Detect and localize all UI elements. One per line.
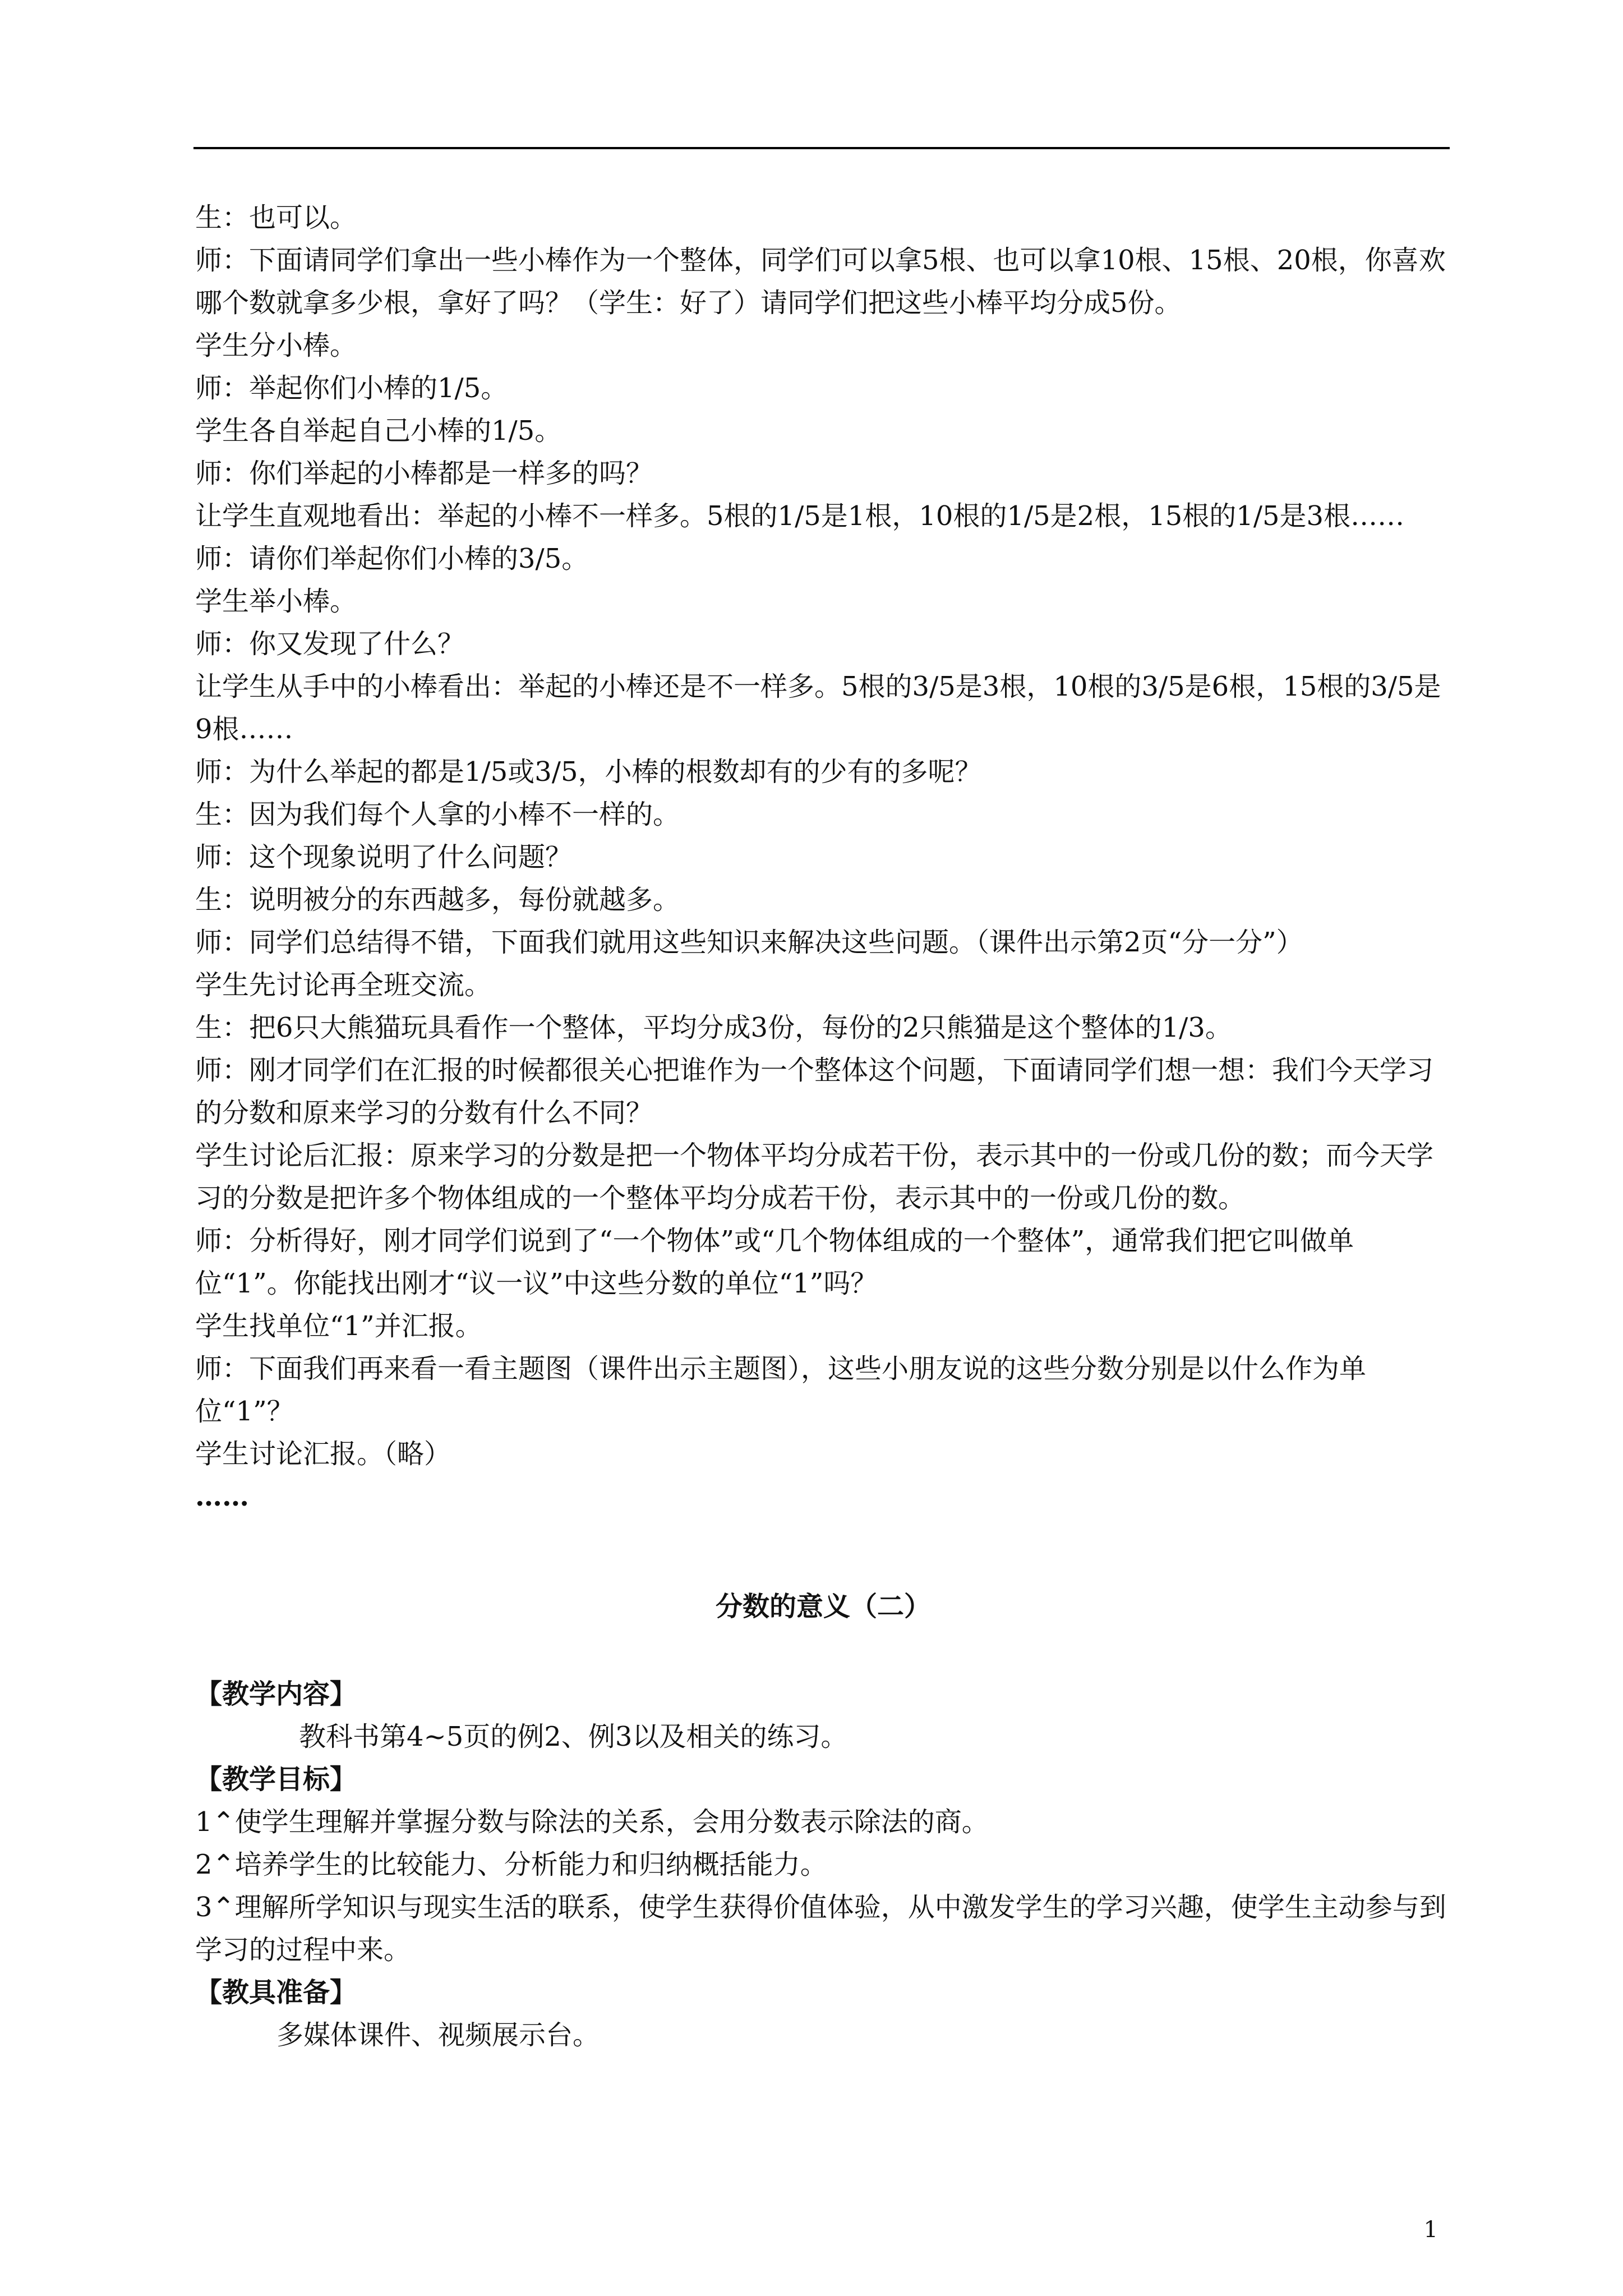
dialogue-line: 师：下面请同学们拿出一些小棒作为一个整体，同学们可以拿5根、也可以拿10根、15根、20根，你喜欢哪个数就拿多少根，拿好了吗？（学生：好了）请同学们把这些小棒平均分成5份。 (195, 245, 1446, 319)
dialogue-line: 师：下面我们再来看一看主题图（课件出示主题图），这些小朋友说的这些分数分别是以什么作为单位“1”？ (195, 1353, 1367, 1427)
dialogue-line: 师：同学们总结得不错，下面我们就用这些知识来解决这些问题。（课件出示第2页“分一分”） (195, 927, 1303, 958)
dialogue-line: 师：举起你们小棒的1/5。 (195, 372, 508, 404)
page-number: 1 (1423, 2217, 1438, 2243)
dialogue-line: 师：这个现象说明了什么问题？ (195, 841, 573, 873)
teaching-tools-heading: 【教具准备】 (195, 1977, 357, 2008)
dialogue-line: 学生各自举起自己小棒的1/5。 (195, 415, 562, 447)
dialogue-line: 师：请你们举起你们小棒的3/5。 (195, 543, 589, 574)
teaching-goal-item: 3⌃理解所学知识与现实生活的联系，使学生获得价值体验，从中激发学生的学习兴趣，使学生主动参与到学习的过程中来。 (195, 1892, 1446, 1966)
dialogue-line: 生：因为我们每个人拿的小棒不一样的。 (195, 799, 680, 830)
dialogue-line: 学生先讨论再全班交流。 (195, 969, 492, 1001)
dialogue-line: 师：你们举起的小棒都是一样多的吗？ (195, 458, 653, 489)
dialogue-line: 生：也可以。 (195, 202, 357, 233)
header-rule (193, 147, 1450, 149)
dialogue-line: 师：分析得好，刚才同学们说到了“一个物体”或“几个物体组成的一个整体”，通常我们把它叫做单位“1”。你能找出刚才“议一议”中这些分数的单位“1”吗？ (195, 1225, 1354, 1299)
ellipsis: …… (195, 1481, 249, 1512)
dialogue-line: 师：刚才同学们在汇报的时候都很关心把谁作为一个整体这个问题，下面请同学们想一想：我们今天学习的分数和原来学习的分数有什么不同？ (195, 1055, 1434, 1129)
dialogue-line: 让学生从手中的小棒看出：举起的小棒还是不一样多。5根的3/5是3根，10根的3/5是6根，15根的3/5是9根…… (195, 671, 1441, 745)
teaching-content-heading: 【教学内容】 (195, 1678, 357, 1710)
dialogue-line: 让学生直观地看出：举起的小棒不一样多。5根的1/5是1根，10根的1/5是2根，15根的1/5是3根…… (195, 500, 1405, 532)
teaching-goal-item: 2⌃培养学生的比较能力、分析能力和归纳概括能力。 (195, 1849, 827, 1880)
teaching-goal-item: 1⌃使学生理解并掌握分数与除法的关系，会用分数表示除法的商。 (195, 1806, 989, 1838)
document-body (195, 196, 1451, 2056)
section-title: 分数的意义（二） (715, 1591, 931, 1622)
dialogue-line: 学生举小棒。 (195, 586, 357, 617)
dialogue-line: 生：说明被分的东西越多，每份就越多。 (195, 884, 680, 915)
dialogue-line: 学生讨论后汇报：原来学习的分数是把一个物体平均分成若干份，表示其中的一份或几份的数；而今天学习的分数是把许多个物体组成的一个整体平均分成若干份，表示其中的一份或几份的数。 (195, 1140, 1434, 1214)
dialogue-line: 师：为什么举起的都是1/5或3/5，小棒的根数却有的少有的多呢？ (195, 756, 982, 788)
teaching-tools-text: 多媒体课件、视频展示台。 (276, 2019, 600, 2051)
teaching-content-text: 教科书第4~5页的例2、例3以及相关的练习。 (299, 1721, 848, 1752)
dialogue-line: 学生找单位“1”并汇报。 (195, 1310, 482, 1342)
dialogue-line: 师：你又发现了什么？ (195, 628, 465, 660)
teaching-goals-heading: 【教学目标】 (195, 1764, 357, 1795)
dialogue-line: 生：把6只大熊猫玩具看作一个整体，平均分成3份，每份的2只熊猫是这个整体的1/3。 (195, 1012, 1232, 1043)
dialogue-line: 学生讨论汇报。（略） (195, 1438, 451, 1470)
dialogue-line: 学生分小棒。 (195, 330, 357, 361)
